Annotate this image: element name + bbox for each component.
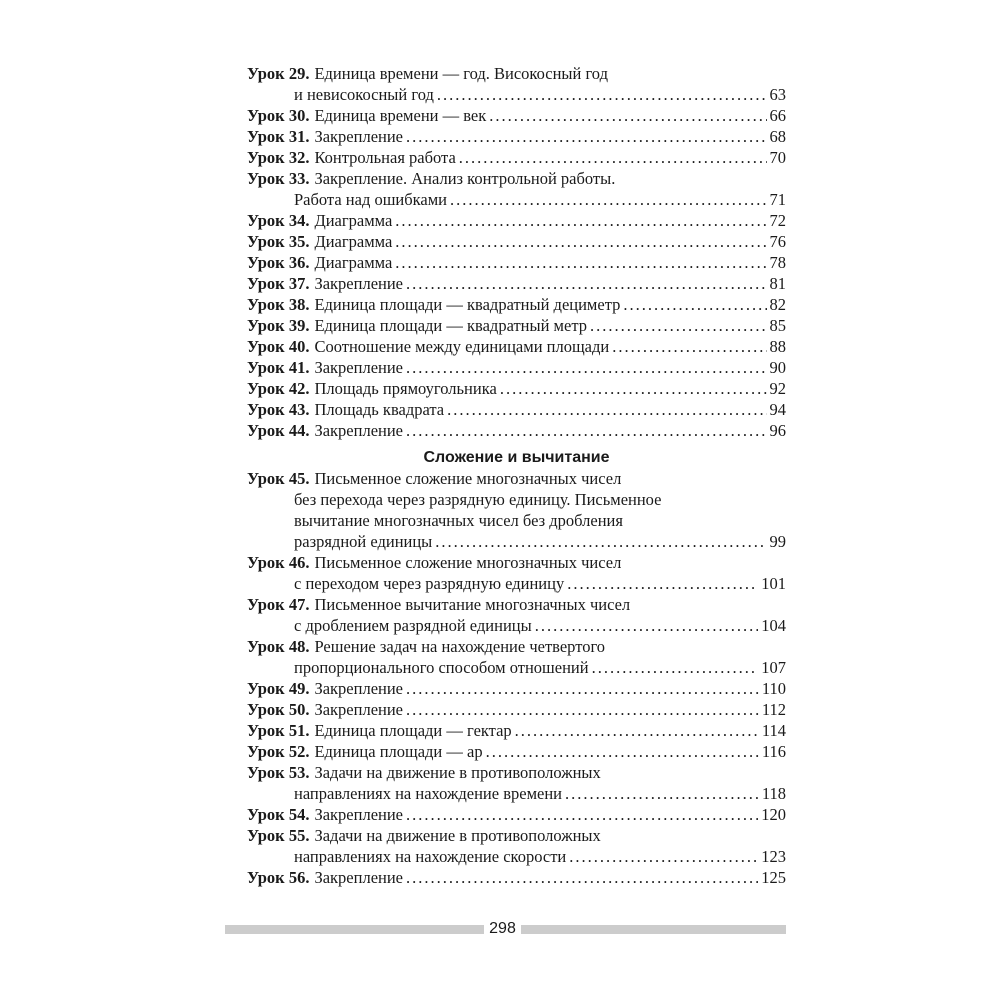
lesson-title: Единица площади — квадратный дециметр <box>314 295 621 314</box>
lesson-title: направлениях на нахождение времени <box>294 784 563 803</box>
lesson-title: Письменное сложение многозначных чисел <box>314 553 622 572</box>
lesson-number: Урок 49. <box>247 679 310 698</box>
lesson-number: Урок 34. <box>247 211 310 230</box>
lesson-title: Закрепление <box>314 868 404 887</box>
lesson-title: Единица площади — гектар <box>314 721 512 740</box>
dot-leader <box>535 615 759 636</box>
dot-leader <box>406 804 758 825</box>
toc-line <box>247 678 786 699</box>
lesson-number: Урок 31. <box>247 127 310 146</box>
lesson-title: Закрепление <box>314 127 404 146</box>
toc-entry <box>247 147 786 168</box>
toc-line <box>247 105 786 126</box>
toc-entry <box>247 357 786 378</box>
toc-line <box>247 336 786 357</box>
toc-line <box>247 720 786 741</box>
dot-leader <box>395 231 766 252</box>
lesson-title: Диаграмма <box>314 253 393 272</box>
lesson-number: Урок 42. <box>247 379 310 398</box>
page-ref: 107 <box>761 658 786 677</box>
page-footer <box>225 918 786 940</box>
lesson-title: Диаграмма <box>314 211 393 230</box>
lesson-title: разрядной единицы <box>294 532 433 551</box>
page-ref: 63 <box>769 85 786 104</box>
toc-line <box>247 126 786 147</box>
toc-line <box>247 741 786 762</box>
toc-line <box>247 273 786 294</box>
lesson-number: Урок 51. <box>247 721 310 740</box>
lesson-number: Урок 47. <box>247 595 310 614</box>
lesson-number: Урок 30. <box>247 106 310 125</box>
dot-leader <box>565 783 759 804</box>
page-ref: 88 <box>769 337 786 356</box>
toc-line <box>247 846 786 867</box>
toc-line <box>247 615 786 636</box>
toc-line <box>247 594 786 615</box>
lesson-number: Урок 38. <box>247 295 310 314</box>
toc-line <box>247 468 786 489</box>
lesson-number: Урок 46. <box>247 553 310 572</box>
lesson-title: Закрепление. Анализ контрольной работы. <box>314 169 616 188</box>
toc-entry <box>247 168 786 210</box>
lesson-number: Урок 54. <box>247 805 310 824</box>
dot-leader <box>395 210 766 231</box>
lesson-number: Урок 50. <box>247 700 310 719</box>
dot-leader <box>406 126 766 147</box>
page-ref: 70 <box>769 148 786 167</box>
lesson-number: Урок 40. <box>247 337 310 356</box>
lesson-title: Диаграмма <box>314 232 393 251</box>
lesson-title: Письменное вычитание многозначных чисел <box>314 595 631 614</box>
page-ref: 82 <box>769 295 786 314</box>
page-ref: 71 <box>769 190 786 209</box>
dot-leader <box>567 573 758 594</box>
toc-line <box>247 825 786 846</box>
dot-leader <box>406 678 759 699</box>
lesson-number: Урок 35. <box>247 232 310 251</box>
dot-leader <box>612 336 766 357</box>
toc-line <box>247 552 786 573</box>
toc-entry <box>247 378 786 399</box>
lesson-title: Письменное сложение многозначных чисел <box>314 469 622 488</box>
table-of-contents <box>247 63 786 888</box>
lesson-title: Контрольная работа <box>314 148 456 167</box>
lesson-title: Закрепление <box>314 274 404 293</box>
toc-line <box>247 63 786 84</box>
lesson-title: Задачи на движение в противоположных <box>314 826 601 845</box>
page-ref: 81 <box>769 274 786 293</box>
dot-leader <box>447 399 766 420</box>
toc-entry <box>247 825 786 867</box>
lesson-number: Урок 53. <box>247 763 310 782</box>
lesson-title: Закрепление <box>314 805 404 824</box>
page-ref: 99 <box>769 532 786 551</box>
page-ref: 110 <box>761 679 786 698</box>
dot-leader <box>406 420 766 441</box>
toc-entry <box>247 867 786 888</box>
lesson-title: Закрепление <box>314 679 404 698</box>
toc-line <box>247 420 786 441</box>
toc-line <box>247 294 786 315</box>
lesson-number: Урок 37. <box>247 274 310 293</box>
lesson-number: Урок 56. <box>247 868 310 887</box>
toc-line <box>247 147 786 168</box>
lesson-number: Урок 41. <box>247 358 310 377</box>
toc-line <box>247 399 786 420</box>
toc-line <box>247 804 786 825</box>
page-ref: 101 <box>761 574 786 593</box>
page-ref: 104 <box>761 616 786 635</box>
lesson-number: Урок 29. <box>247 64 310 83</box>
page-ref: 94 <box>769 400 786 419</box>
toc-line <box>247 531 786 552</box>
page-ref: 125 <box>761 868 786 887</box>
toc-line <box>247 867 786 888</box>
toc-entry <box>247 273 786 294</box>
toc-entry <box>247 741 786 762</box>
page-ref: 92 <box>769 379 786 398</box>
toc-entry <box>247 468 786 552</box>
toc-entry <box>247 594 786 636</box>
lesson-title: Площадь прямоугольника <box>314 379 497 398</box>
dot-leader <box>406 273 766 294</box>
toc-entry <box>247 336 786 357</box>
dot-leader <box>459 147 767 168</box>
page-ref: 112 <box>761 700 786 719</box>
toc-entry <box>247 315 786 336</box>
toc-entry <box>247 420 786 441</box>
lesson-title: и невисокосный год <box>294 85 434 104</box>
dot-leader <box>489 105 766 126</box>
toc-line <box>247 699 786 720</box>
page-number: 298 <box>489 920 516 937</box>
toc-line <box>247 762 786 783</box>
lesson-number: Урок 43. <box>247 400 310 419</box>
lesson-title: Единица площади — квадратный метр <box>314 316 587 335</box>
footer-bar-left <box>225 925 484 934</box>
toc-line <box>247 357 786 378</box>
toc-line <box>247 315 786 336</box>
toc-line <box>247 378 786 399</box>
lesson-number: Урок 44. <box>247 421 310 440</box>
lesson-title: с дроблением разрядной единицы <box>294 616 532 635</box>
toc-line <box>247 636 786 657</box>
lesson-title: Единица площади — ар <box>314 742 483 761</box>
toc-line <box>247 489 786 510</box>
dot-leader <box>435 531 766 552</box>
toc-entry <box>247 720 786 741</box>
toc-line <box>247 783 786 804</box>
lesson-number: Урок 39. <box>247 316 310 335</box>
toc-entry <box>247 699 786 720</box>
lesson-number: Урок 52. <box>247 742 310 761</box>
dot-leader <box>406 867 758 888</box>
page-ref: 114 <box>761 721 786 740</box>
page-ref: 90 <box>769 358 786 377</box>
lesson-number: Урок 45. <box>247 469 310 488</box>
toc-line <box>247 231 786 252</box>
section-heading: Сложение и вычитание <box>423 449 610 466</box>
dot-leader <box>450 189 766 210</box>
page-ref: 120 <box>761 805 786 824</box>
toc-line <box>247 84 786 105</box>
page-ref: 118 <box>761 784 786 803</box>
dot-leader <box>395 252 766 273</box>
lesson-title: Задачи на движение в противоположных <box>314 763 601 782</box>
lesson-title: Площадь квадрата <box>314 400 445 419</box>
toc-line <box>247 657 786 678</box>
toc-line <box>247 168 786 189</box>
toc-line <box>247 210 786 231</box>
dot-leader <box>592 657 759 678</box>
page-ref: 72 <box>769 211 786 230</box>
lesson-title: без перехода через разрядную единицу. Письменное <box>294 490 662 509</box>
toc-entry <box>247 636 786 678</box>
page-ref: 85 <box>769 316 786 335</box>
dot-leader <box>500 378 767 399</box>
toc-line <box>247 252 786 273</box>
lesson-number: Урок 55. <box>247 826 310 845</box>
lesson-number: Урок 48. <box>247 637 310 656</box>
toc-line <box>247 573 786 594</box>
lesson-title: вычитание многозначных чисел без дробления <box>294 511 623 530</box>
toc-entry <box>247 804 786 825</box>
footer-bar-right <box>521 925 786 934</box>
toc-entry <box>247 399 786 420</box>
page-ref: 96 <box>769 421 786 440</box>
page-ref: 76 <box>769 232 786 251</box>
lesson-title: Единица времени — год. Високосный год <box>314 64 608 83</box>
toc-entry <box>247 231 786 252</box>
page-ref: 123 <box>761 847 786 866</box>
lesson-title: направлениях на нахождение скорости <box>294 847 567 866</box>
toc-entry <box>247 105 786 126</box>
dot-leader <box>437 84 767 105</box>
toc-entry <box>247 294 786 315</box>
toc-entry <box>247 678 786 699</box>
page-ref: 68 <box>769 127 786 146</box>
toc-entry <box>247 63 786 105</box>
lesson-title: Работа над ошибками <box>294 190 448 209</box>
toc-entry <box>247 126 786 147</box>
page-ref: 78 <box>769 253 786 272</box>
toc-entry <box>247 210 786 231</box>
lesson-title: Закрепление <box>314 700 404 719</box>
dot-leader <box>486 741 759 762</box>
lesson-title: Закрепление <box>314 358 404 377</box>
lesson-number: Урок 32. <box>247 148 310 167</box>
lesson-title: Закрепление <box>314 421 404 440</box>
lesson-title: Решение задач на нахождение четвертого <box>314 637 606 656</box>
page-ref: 116 <box>761 742 786 761</box>
toc-line <box>247 510 786 531</box>
toc-line <box>247 189 786 210</box>
dot-leader <box>406 699 759 720</box>
lesson-title: с переходом через разрядную единицу <box>294 574 565 593</box>
dot-leader <box>406 357 766 378</box>
lesson-number: Урок 33. <box>247 169 310 188</box>
dot-leader <box>569 846 758 867</box>
toc-entry <box>247 552 786 594</box>
lesson-title: Соотношение между единицами площади <box>314 337 610 356</box>
lesson-number: Урок 36. <box>247 253 310 272</box>
lesson-title: пропорционального способом отношений <box>294 658 589 677</box>
toc-entry <box>247 252 786 273</box>
dot-leader <box>590 315 767 336</box>
toc-entry <box>247 762 786 804</box>
lesson-title: Единица времени — век <box>314 106 487 125</box>
page-ref: 66 <box>769 106 786 125</box>
dot-leader <box>515 720 759 741</box>
dot-leader <box>623 294 766 315</box>
